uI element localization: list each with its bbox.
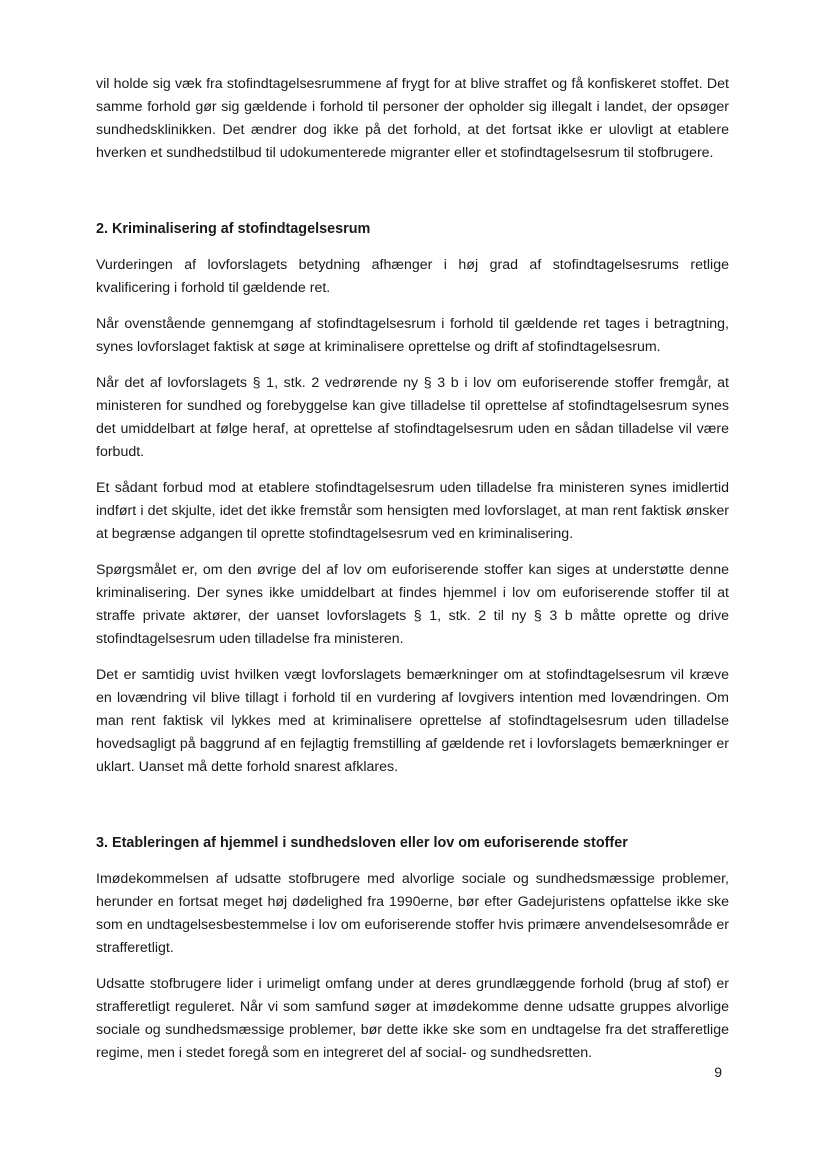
intro-paragraph: vil holde sig væk fra stofindtagelsesrummene af frygt for at blive straffet og få konfiskeret stoffet. Det samme forhold gør sig gældende i forhold til personer der opholder sig illegalt i landet, der opsøger sundhedsklinikken. Det ændrer dog ikke på det forhold, at det fortsat ikke er ulovligt at etablere hverken et sundhedstilbud til udokumenterede migranter eller et stofindtagelsesrum til stofbrugere. <box>96 76 729 161</box>
section-3-paragraph-1: Imødekommelsen af udsatte stofbrugere med alvorlige sociale og sundhedsmæssige problemer, herunder en fortsat meget høj dødelighed fra 1990erne, bør efter Gadejuristens opfattelse ikke ske som en undtagelsesbestemmelse i lov om euforiserende stoffer hvis primære anvendelsesområde er strafferetligt. <box>96 871 729 956</box>
section-2-heading: 2. Kriminalisering af stofindtagelsesrum <box>96 221 371 237</box>
section-3-heading: 3. Etableringen af hjemmel i sundhedsloven eller lov om euforiserende stoffer <box>96 835 628 851</box>
section-2-paragraph-5: Spørgsmålet er, om den øvrige del af lov om euforiserende stoffer kan siges at understøtte denne kriminalisering. Der synes ikke umiddelbart at findes hjemmel i lov om euforiserende stoffer til at straffe private aktører, der uanset lovforslagets § 1, stk. 2 til ny § 3 b måtte oprette og drive stofindtagelsesrum uden tilladelse fra ministeren. <box>96 562 729 647</box>
section-2-paragraph-1: Vurderingen af lovforslagets betydning afhænger i høj grad af stofindtagelsesrums retlige kvalificering i forhold til gældende ret. <box>96 257 729 296</box>
section-spacer <box>96 178 729 218</box>
section-spacer <box>96 792 729 832</box>
section-2-paragraph-4: Et sådant forbud mod at etablere stofindtagelsesrum uden tilladelse fra ministeren synes imidlertid indført i det skjulte, idet det ikke fremstår som hensigten med lovforslaget, at man rent faktisk ønsker at begrænse adgangen til oprette stofindtagelsesrum ved en kriminalisering. <box>96 480 729 542</box>
section-3-paragraph-2: Udsatte stofbrugere lider i urimeligt omfang under at deres grundlæggende forhold (brug af stof) er strafferetligt reguleret. Når vi som samfund søger at imødekomme denne udsatte gruppes alvorlige sociale og sundhedsmæssige problemer, bør dette ikke ske som en undtagelse fra det strafferetlige regime, men i stedet foregå som en integreret del af social- og sundhedsretten. <box>96 976 729 1061</box>
section-2-paragraph-6: Det er samtidig uvist hvilken vægt lovforslagets bemærkninger om at stofindtagelsesrum vil kræve en lovændring vil blive tillagt i forhold til en vurdering af lovgivers intention med lovændringen. Om man rent faktisk vil lykkes med at kriminalisere oprettelse af stofindtagelsesrum uden tilladelse hovedsagligt på baggrund af en fejlagtig fremstilling af gældende ret i lovforslagets bemærkninger er uklart. Uanset må dette forhold snarest afklares. <box>96 667 729 775</box>
section-2-paragraph-2: Når ovenstående gennemgang af stofindtagelsesrum i forhold til gældende ret tages i betragtning, synes lovforslaget faktisk at søge at kriminalisere oprettelse og drift af stofindtagelsesrum. <box>96 316 729 355</box>
page-number: 9 <box>714 1064 722 1080</box>
section-2-paragraph-3: Når det af lovforslagets § 1, stk. 2 vedrørende ny § 3 b i lov om euforiserende stoffer fremgår, at ministeren for sundhed og forebyggelse kan give tilladelse til oprettelse af stofindtagelsesrum synes det umiddelbart at følge heraf, at oprettelse af stofindtagelsesrum uden en sådan tilladelse vil være forbudt. <box>96 375 729 460</box>
page-body <box>96 73 729 1078</box>
